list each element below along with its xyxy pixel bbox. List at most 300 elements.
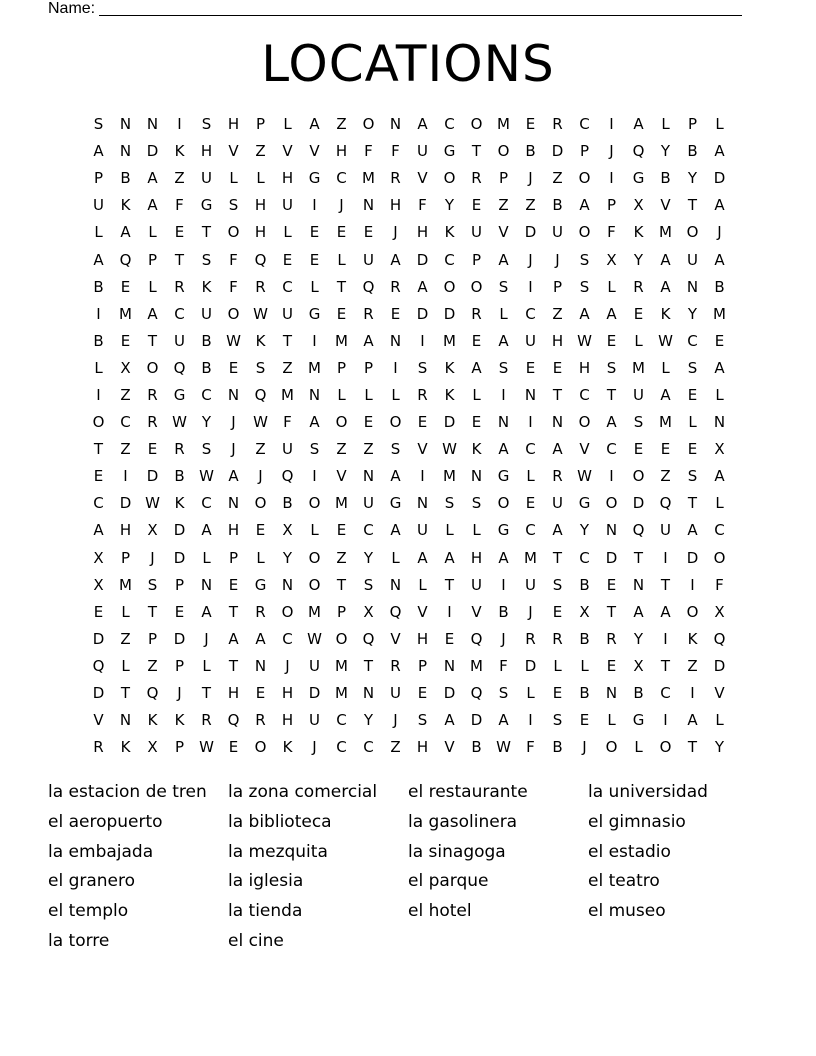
grid-letter[interactable]: E bbox=[174, 602, 185, 621]
grid-letter[interactable]: Y bbox=[282, 548, 293, 567]
grid-letter[interactable]: A bbox=[552, 440, 563, 459]
grid-letter[interactable]: A bbox=[633, 115, 644, 134]
grid-letter[interactable]: U bbox=[417, 142, 428, 161]
grid-letter[interactable]: Z bbox=[363, 440, 374, 459]
grid-letter[interactable]: F bbox=[526, 738, 535, 757]
grid-letter[interactable]: D bbox=[92, 629, 105, 648]
grid-letter[interactable]: Y bbox=[579, 521, 590, 540]
grid-letter[interactable]: M bbox=[119, 575, 132, 594]
grid-letter[interactable]: D bbox=[551, 142, 564, 161]
grid-letter[interactable]: J bbox=[528, 169, 533, 188]
grid-letter[interactable]: M bbox=[362, 169, 375, 188]
grid-letter[interactable]: N bbox=[551, 413, 564, 432]
grid-letter[interactable]: A bbox=[390, 521, 401, 540]
grid-letter[interactable]: T bbox=[444, 575, 455, 594]
grid-letter[interactable]: U bbox=[471, 223, 482, 242]
grid-letter[interactable]: Q bbox=[632, 521, 645, 540]
grid-letter[interactable]: A bbox=[417, 277, 428, 296]
grid-letter[interactable]: Z bbox=[687, 656, 698, 675]
grid-letter[interactable]: B bbox=[552, 738, 563, 757]
grid-letter[interactable]: U bbox=[363, 494, 374, 513]
grid-letter[interactable]: T bbox=[336, 277, 347, 296]
grid-letter[interactable]: A bbox=[498, 331, 509, 350]
grid-letter[interactable]: S bbox=[228, 196, 239, 215]
grid-letter[interactable]: R bbox=[390, 169, 401, 188]
grid-letter[interactable]: Y bbox=[633, 250, 644, 269]
grid-letter[interactable]: U bbox=[309, 711, 320, 730]
grid-letter[interactable]: D bbox=[605, 548, 618, 567]
grid-letter[interactable]: Q bbox=[119, 250, 132, 269]
grid-letter[interactable]: H bbox=[227, 684, 240, 703]
grid-letter[interactable]: M bbox=[335, 494, 348, 513]
grid-letter[interactable]: E bbox=[552, 684, 563, 703]
grid-letter[interactable]: I bbox=[123, 467, 128, 486]
grid-letter[interactable]: W bbox=[199, 738, 214, 757]
grid-letter[interactable]: T bbox=[363, 656, 374, 675]
grid-letter[interactable]: K bbox=[687, 629, 698, 648]
grid-letter[interactable]: T bbox=[687, 494, 698, 513]
grid-letter[interactable]: C bbox=[282, 629, 293, 648]
grid-letter[interactable]: H bbox=[254, 223, 267, 242]
grid-letter[interactable]: P bbox=[687, 115, 698, 134]
grid-letter[interactable]: I bbox=[96, 385, 101, 404]
grid-letter[interactable]: A bbox=[309, 115, 320, 134]
grid-letter[interactable]: E bbox=[255, 521, 266, 540]
grid-letter[interactable]: C bbox=[201, 385, 212, 404]
grid-letter[interactable]: C bbox=[525, 521, 536, 540]
grid-letter[interactable]: O bbox=[308, 548, 321, 567]
grid-letter[interactable]: M bbox=[713, 304, 726, 323]
grid-letter[interactable]: L bbox=[661, 115, 670, 134]
grid-letter[interactable]: P bbox=[552, 277, 563, 296]
grid-letter[interactable]: K bbox=[255, 331, 266, 350]
grid-letter[interactable]: D bbox=[416, 304, 429, 323]
grid-letter[interactable]: A bbox=[714, 250, 725, 269]
grid-letter[interactable]: C bbox=[336, 738, 347, 757]
grid-letter[interactable]: L bbox=[202, 656, 211, 675]
grid-letter[interactable]: R bbox=[255, 711, 266, 730]
grid-letter[interactable]: S bbox=[417, 711, 428, 730]
grid-letter[interactable]: M bbox=[659, 223, 672, 242]
grid-letter[interactable]: R bbox=[255, 602, 266, 621]
grid-letter[interactable]: A bbox=[120, 223, 131, 242]
grid-letter[interactable]: L bbox=[256, 548, 265, 567]
grid-letter[interactable]: H bbox=[416, 223, 429, 242]
grid-letter[interactable]: E bbox=[228, 575, 239, 594]
grid-letter[interactable]: G bbox=[200, 196, 213, 215]
grid-letter[interactable]: N bbox=[470, 467, 483, 486]
grid-letter[interactable]: Q bbox=[281, 467, 294, 486]
grid-letter[interactable]: E bbox=[606, 656, 617, 675]
grid-letter[interactable]: D bbox=[119, 494, 132, 513]
grid-letter[interactable]: M bbox=[308, 358, 321, 377]
grid-letter[interactable]: N bbox=[227, 385, 240, 404]
grid-letter[interactable]: C bbox=[363, 521, 374, 540]
grid-letter[interactable]: A bbox=[660, 602, 671, 621]
grid-letter[interactable]: L bbox=[229, 169, 238, 188]
grid-letter[interactable]: A bbox=[660, 250, 671, 269]
grid-letter[interactable]: D bbox=[443, 304, 456, 323]
grid-letter[interactable]: A bbox=[471, 358, 482, 377]
grid-letter[interactable]: D bbox=[443, 684, 456, 703]
grid-letter[interactable]: E bbox=[147, 440, 158, 459]
grid-letter[interactable]: E bbox=[93, 467, 104, 486]
grid-letter[interactable]: M bbox=[443, 467, 456, 486]
grid-letter[interactable]: T bbox=[228, 602, 239, 621]
grid-letter[interactable]: C bbox=[174, 304, 185, 323]
grid-letter[interactable]: G bbox=[497, 521, 510, 540]
grid-letter[interactable]: X bbox=[147, 738, 158, 757]
grid-letter[interactable]: V bbox=[228, 142, 239, 161]
grid-letter[interactable]: D bbox=[632, 494, 645, 513]
grid-letter[interactable]: I bbox=[609, 169, 614, 188]
grid-letter[interactable]: T bbox=[552, 385, 563, 404]
grid-letter[interactable]: A bbox=[606, 413, 617, 432]
grid-letter[interactable]: Z bbox=[660, 467, 671, 486]
grid-letter[interactable]: R bbox=[93, 738, 104, 757]
grid-letter[interactable]: Q bbox=[254, 385, 267, 404]
grid-letter[interactable]: X bbox=[120, 358, 131, 377]
grid-letter[interactable]: S bbox=[552, 711, 563, 730]
grid-letter[interactable]: I bbox=[663, 548, 668, 567]
grid-letter[interactable]: N bbox=[308, 385, 321, 404]
grid-letter[interactable]: E bbox=[120, 277, 131, 296]
grid-letter[interactable]: U bbox=[201, 169, 212, 188]
grid-letter[interactable]: W bbox=[307, 629, 322, 648]
grid-letter[interactable]: S bbox=[201, 440, 212, 459]
grid-letter[interactable]: T bbox=[687, 738, 698, 757]
grid-letter[interactable]: T bbox=[147, 331, 158, 350]
grid-letter[interactable]: B bbox=[579, 684, 590, 703]
grid-letter[interactable]: A bbox=[660, 277, 671, 296]
grid-letter[interactable]: F bbox=[364, 142, 373, 161]
grid-letter[interactable]: I bbox=[528, 413, 533, 432]
grid-letter[interactable]: L bbox=[94, 223, 103, 242]
grid-letter[interactable]: O bbox=[362, 115, 375, 134]
grid-letter[interactable]: I bbox=[177, 115, 182, 134]
grid-letter[interactable]: O bbox=[146, 358, 159, 377]
grid-letter[interactable]: J bbox=[285, 656, 290, 675]
grid-letter[interactable]: R bbox=[552, 629, 563, 648]
grid-letter[interactable]: R bbox=[633, 277, 644, 296]
grid-letter[interactable]: E bbox=[363, 223, 374, 242]
grid-letter[interactable]: E bbox=[336, 223, 347, 242]
grid-letter[interactable]: L bbox=[661, 358, 670, 377]
grid-letter[interactable]: K bbox=[660, 304, 671, 323]
grid-letter[interactable]: W bbox=[496, 738, 511, 757]
grid-letter[interactable]: S bbox=[390, 440, 401, 459]
grid-letter[interactable]: I bbox=[312, 331, 317, 350]
grid-letter[interactable]: J bbox=[204, 629, 209, 648]
grid-letter[interactable]: O bbox=[605, 738, 618, 757]
grid-letter[interactable]: O bbox=[578, 413, 591, 432]
grid-letter[interactable]: Y bbox=[444, 196, 455, 215]
grid-letter[interactable]: A bbox=[228, 629, 239, 648]
grid-letter[interactable]: I bbox=[663, 629, 668, 648]
grid-letter[interactable]: Q bbox=[362, 629, 375, 648]
grid-letter[interactable]: S bbox=[633, 413, 644, 432]
grid-letter[interactable]: A bbox=[498, 440, 509, 459]
grid-letter[interactable]: I bbox=[501, 575, 506, 594]
grid-letter[interactable]: T bbox=[471, 142, 482, 161]
grid-letter[interactable]: D bbox=[173, 521, 186, 540]
grid-letter[interactable]: V bbox=[579, 440, 590, 459]
grid-letter[interactable]: C bbox=[282, 277, 293, 296]
grid-letter[interactable]: A bbox=[228, 467, 239, 486]
grid-letter[interactable]: C bbox=[579, 548, 590, 567]
grid-letter[interactable]: Q bbox=[227, 711, 240, 730]
grid-letter[interactable]: X bbox=[714, 440, 725, 459]
grid-letter[interactable]: A bbox=[579, 196, 590, 215]
grid-letter[interactable]: E bbox=[309, 223, 320, 242]
grid-letter[interactable]: E bbox=[120, 331, 131, 350]
grid-letter[interactable]: I bbox=[690, 684, 695, 703]
grid-letter[interactable]: C bbox=[660, 684, 671, 703]
grid-letter[interactable]: M bbox=[119, 304, 132, 323]
grid-letter[interactable]: A bbox=[633, 602, 644, 621]
grid-letter[interactable]: X bbox=[714, 602, 725, 621]
grid-letter[interactable]: E bbox=[525, 358, 536, 377]
grid-letter[interactable]: X bbox=[579, 602, 590, 621]
grid-letter[interactable]: B bbox=[282, 494, 293, 513]
grid-letter[interactable]: E bbox=[336, 521, 347, 540]
grid-letter[interactable]: T bbox=[228, 656, 239, 675]
grid-letter[interactable]: N bbox=[713, 413, 726, 432]
grid-letter[interactable]: Q bbox=[659, 494, 672, 513]
grid-letter[interactable]: M bbox=[470, 656, 483, 675]
grid-letter[interactable]: U bbox=[201, 304, 212, 323]
grid-letter[interactable]: G bbox=[308, 169, 321, 188]
grid-letter[interactable]: N bbox=[227, 494, 240, 513]
grid-letter[interactable]: S bbox=[444, 494, 455, 513]
grid-letter[interactable]: B bbox=[552, 196, 563, 215]
grid-letter[interactable]: Y bbox=[714, 738, 725, 757]
grid-letter[interactable]: L bbox=[121, 656, 130, 675]
grid-letter[interactable]: L bbox=[526, 684, 535, 703]
grid-letter[interactable]: C bbox=[444, 115, 455, 134]
grid-letter[interactable]: F bbox=[391, 142, 400, 161]
grid-letter[interactable]: B bbox=[93, 277, 104, 296]
grid-letter[interactable]: W bbox=[577, 467, 592, 486]
grid-letter[interactable]: T bbox=[633, 548, 644, 567]
grid-letter[interactable]: S bbox=[255, 358, 266, 377]
grid-letter[interactable]: C bbox=[363, 738, 374, 757]
grid-letter[interactable]: K bbox=[444, 385, 455, 404]
grid-letter[interactable]: Z bbox=[120, 385, 131, 404]
grid-letter[interactable]: J bbox=[339, 196, 344, 215]
grid-letter[interactable]: Q bbox=[713, 629, 726, 648]
grid-letter[interactable]: A bbox=[363, 331, 374, 350]
grid-letter[interactable]: E bbox=[417, 413, 428, 432]
grid-letter[interactable]: L bbox=[121, 602, 130, 621]
grid-letter[interactable]: N bbox=[686, 277, 699, 296]
grid-letter[interactable]: C bbox=[525, 304, 536, 323]
grid-letter[interactable]: I bbox=[96, 304, 101, 323]
grid-letter[interactable]: E bbox=[525, 494, 536, 513]
grid-letter[interactable]: S bbox=[201, 250, 212, 269]
grid-letter[interactable]: X bbox=[147, 521, 158, 540]
grid-letter[interactable]: L bbox=[391, 548, 400, 567]
grid-letter[interactable]: A bbox=[309, 413, 320, 432]
grid-letter[interactable]: O bbox=[308, 575, 321, 594]
grid-letter[interactable]: R bbox=[606, 629, 617, 648]
grid-letter[interactable]: O bbox=[254, 494, 267, 513]
grid-letter[interactable]: L bbox=[715, 385, 724, 404]
grid-letter[interactable]: K bbox=[120, 738, 131, 757]
grid-letter[interactable]: S bbox=[498, 277, 509, 296]
grid-letter[interactable]: E bbox=[660, 440, 671, 459]
name-blank-line[interactable] bbox=[99, 0, 742, 16]
grid-letter[interactable]: J bbox=[177, 684, 182, 703]
grid-letter[interactable]: T bbox=[660, 575, 671, 594]
grid-letter[interactable]: P bbox=[174, 738, 185, 757]
grid-letter[interactable]: J bbox=[312, 738, 317, 757]
grid-letter[interactable]: Z bbox=[255, 142, 266, 161]
grid-letter[interactable]: T bbox=[174, 250, 185, 269]
grid-letter[interactable]: Q bbox=[632, 142, 645, 161]
grid-letter[interactable]: P bbox=[498, 169, 509, 188]
grid-letter[interactable]: E bbox=[255, 684, 266, 703]
grid-letter[interactable]: I bbox=[501, 385, 506, 404]
grid-letter[interactable]: J bbox=[555, 250, 560, 269]
grid-letter[interactable]: D bbox=[146, 467, 159, 486]
grid-letter[interactable]: E bbox=[633, 304, 644, 323]
grid-letter[interactable]: E bbox=[228, 358, 239, 377]
grid-letter[interactable]: A bbox=[201, 521, 212, 540]
grid-letter[interactable]: A bbox=[714, 358, 725, 377]
grid-letter[interactable]: X bbox=[633, 656, 644, 675]
grid-letter[interactable]: C bbox=[714, 521, 725, 540]
grid-letter[interactable]: L bbox=[526, 467, 535, 486]
grid-letter[interactable]: T bbox=[120, 684, 131, 703]
grid-letter[interactable]: N bbox=[443, 656, 456, 675]
grid-letter[interactable]: N bbox=[119, 142, 132, 161]
grid-letter[interactable]: W bbox=[658, 331, 673, 350]
grid-letter[interactable]: D bbox=[524, 223, 537, 242]
grid-letter[interactable]: A bbox=[147, 196, 158, 215]
grid-letter[interactable]: L bbox=[256, 169, 265, 188]
grid-letter[interactable]: U bbox=[309, 656, 320, 675]
grid-letter[interactable]: A bbox=[147, 304, 158, 323]
grid-letter[interactable]: O bbox=[335, 413, 348, 432]
grid-letter[interactable]: C bbox=[444, 250, 455, 269]
grid-letter[interactable]: O bbox=[443, 169, 456, 188]
grid-letter[interactable]: Z bbox=[336, 440, 347, 459]
grid-letter[interactable]: X bbox=[633, 196, 644, 215]
grid-letter[interactable]: W bbox=[577, 331, 592, 350]
grid-letter[interactable]: V bbox=[444, 738, 455, 757]
grid-letter[interactable]: L bbox=[472, 521, 481, 540]
grid-letter[interactable]: A bbox=[687, 711, 698, 730]
grid-letter[interactable]: V bbox=[282, 142, 293, 161]
grid-letter[interactable]: G bbox=[254, 575, 267, 594]
grid-letter[interactable]: A bbox=[390, 467, 401, 486]
grid-letter[interactable]: R bbox=[390, 277, 401, 296]
grid-letter[interactable]: I bbox=[420, 331, 425, 350]
grid-letter[interactable]: D bbox=[443, 413, 456, 432]
grid-letter[interactable]: S bbox=[552, 575, 563, 594]
grid-letter[interactable]: J bbox=[528, 250, 533, 269]
grid-letter[interactable]: P bbox=[336, 602, 347, 621]
grid-letter[interactable]: S bbox=[147, 575, 158, 594]
grid-letter[interactable]: E bbox=[552, 358, 563, 377]
grid-letter[interactable]: V bbox=[498, 223, 509, 242]
grid-letter[interactable]: B bbox=[498, 602, 509, 621]
grid-letter[interactable]: N bbox=[497, 413, 510, 432]
grid-letter[interactable]: H bbox=[281, 169, 294, 188]
grid-letter[interactable]: O bbox=[470, 115, 483, 134]
grid-letter[interactable]: P bbox=[336, 358, 347, 377]
grid-letter[interactable]: S bbox=[687, 467, 698, 486]
grid-letter[interactable]: H bbox=[254, 196, 267, 215]
grid-letter[interactable]: R bbox=[174, 440, 185, 459]
grid-letter[interactable]: O bbox=[497, 494, 510, 513]
grid-letter[interactable]: S bbox=[498, 358, 509, 377]
grid-letter[interactable]: O bbox=[227, 223, 240, 242]
grid-letter[interactable]: K bbox=[147, 711, 158, 730]
grid-letter[interactable]: F bbox=[607, 223, 616, 242]
grid-letter[interactable]: U bbox=[174, 331, 185, 350]
grid-letter[interactable]: L bbox=[715, 711, 724, 730]
grid-letter[interactable]: S bbox=[471, 494, 482, 513]
grid-letter[interactable]: T bbox=[336, 575, 347, 594]
grid-letter[interactable]: J bbox=[150, 548, 155, 567]
grid-letter[interactable]: C bbox=[579, 115, 590, 134]
grid-letter[interactable]: L bbox=[418, 575, 427, 594]
grid-letter[interactable]: O bbox=[686, 602, 699, 621]
grid-letter[interactable]: J bbox=[501, 629, 506, 648]
grid-letter[interactable]: D bbox=[146, 142, 159, 161]
grid-letter[interactable]: S bbox=[579, 250, 590, 269]
grid-letter[interactable]: S bbox=[498, 684, 509, 703]
grid-letter[interactable]: I bbox=[528, 711, 533, 730]
grid-letter[interactable]: R bbox=[525, 629, 536, 648]
grid-letter[interactable]: P bbox=[255, 115, 266, 134]
grid-letter[interactable]: Z bbox=[147, 656, 158, 675]
grid-letter[interactable]: A bbox=[444, 548, 455, 567]
grid-letter[interactable]: D bbox=[524, 656, 537, 675]
grid-letter[interactable]: D bbox=[713, 656, 726, 675]
grid-letter[interactable]: J bbox=[582, 738, 587, 757]
grid-letter[interactable]: D bbox=[686, 548, 699, 567]
grid-letter[interactable]: K bbox=[633, 223, 644, 242]
grid-letter[interactable]: V bbox=[714, 684, 725, 703]
grid-letter[interactable]: G bbox=[389, 494, 402, 513]
grid-letter[interactable]: M bbox=[497, 115, 510, 134]
grid-letter[interactable]: M bbox=[335, 656, 348, 675]
grid-letter[interactable]: C bbox=[336, 169, 347, 188]
grid-letter[interactable]: Q bbox=[470, 629, 483, 648]
grid-letter[interactable]: S bbox=[93, 115, 104, 134]
grid-letter[interactable]: H bbox=[470, 548, 483, 567]
grid-letter[interactable]: O bbox=[335, 629, 348, 648]
grid-letter[interactable]: N bbox=[281, 575, 294, 594]
grid-letter[interactable]: E bbox=[687, 440, 698, 459]
grid-letter[interactable]: K bbox=[174, 494, 185, 513]
grid-letter[interactable]: H bbox=[227, 521, 240, 540]
grid-letter[interactable]: U bbox=[633, 385, 644, 404]
grid-letter[interactable]: B bbox=[660, 169, 671, 188]
grid-letter[interactable]: Z bbox=[552, 304, 563, 323]
grid-letter[interactable]: T bbox=[552, 548, 563, 567]
grid-letter[interactable]: U bbox=[390, 684, 401, 703]
grid-letter[interactable]: L bbox=[715, 494, 724, 513]
grid-letter[interactable]: L bbox=[337, 250, 346, 269]
grid-letter[interactable]: F bbox=[499, 656, 508, 675]
grid-letter[interactable]: H bbox=[416, 738, 429, 757]
grid-letter[interactable]: D bbox=[416, 250, 429, 269]
grid-letter[interactable]: H bbox=[389, 196, 402, 215]
